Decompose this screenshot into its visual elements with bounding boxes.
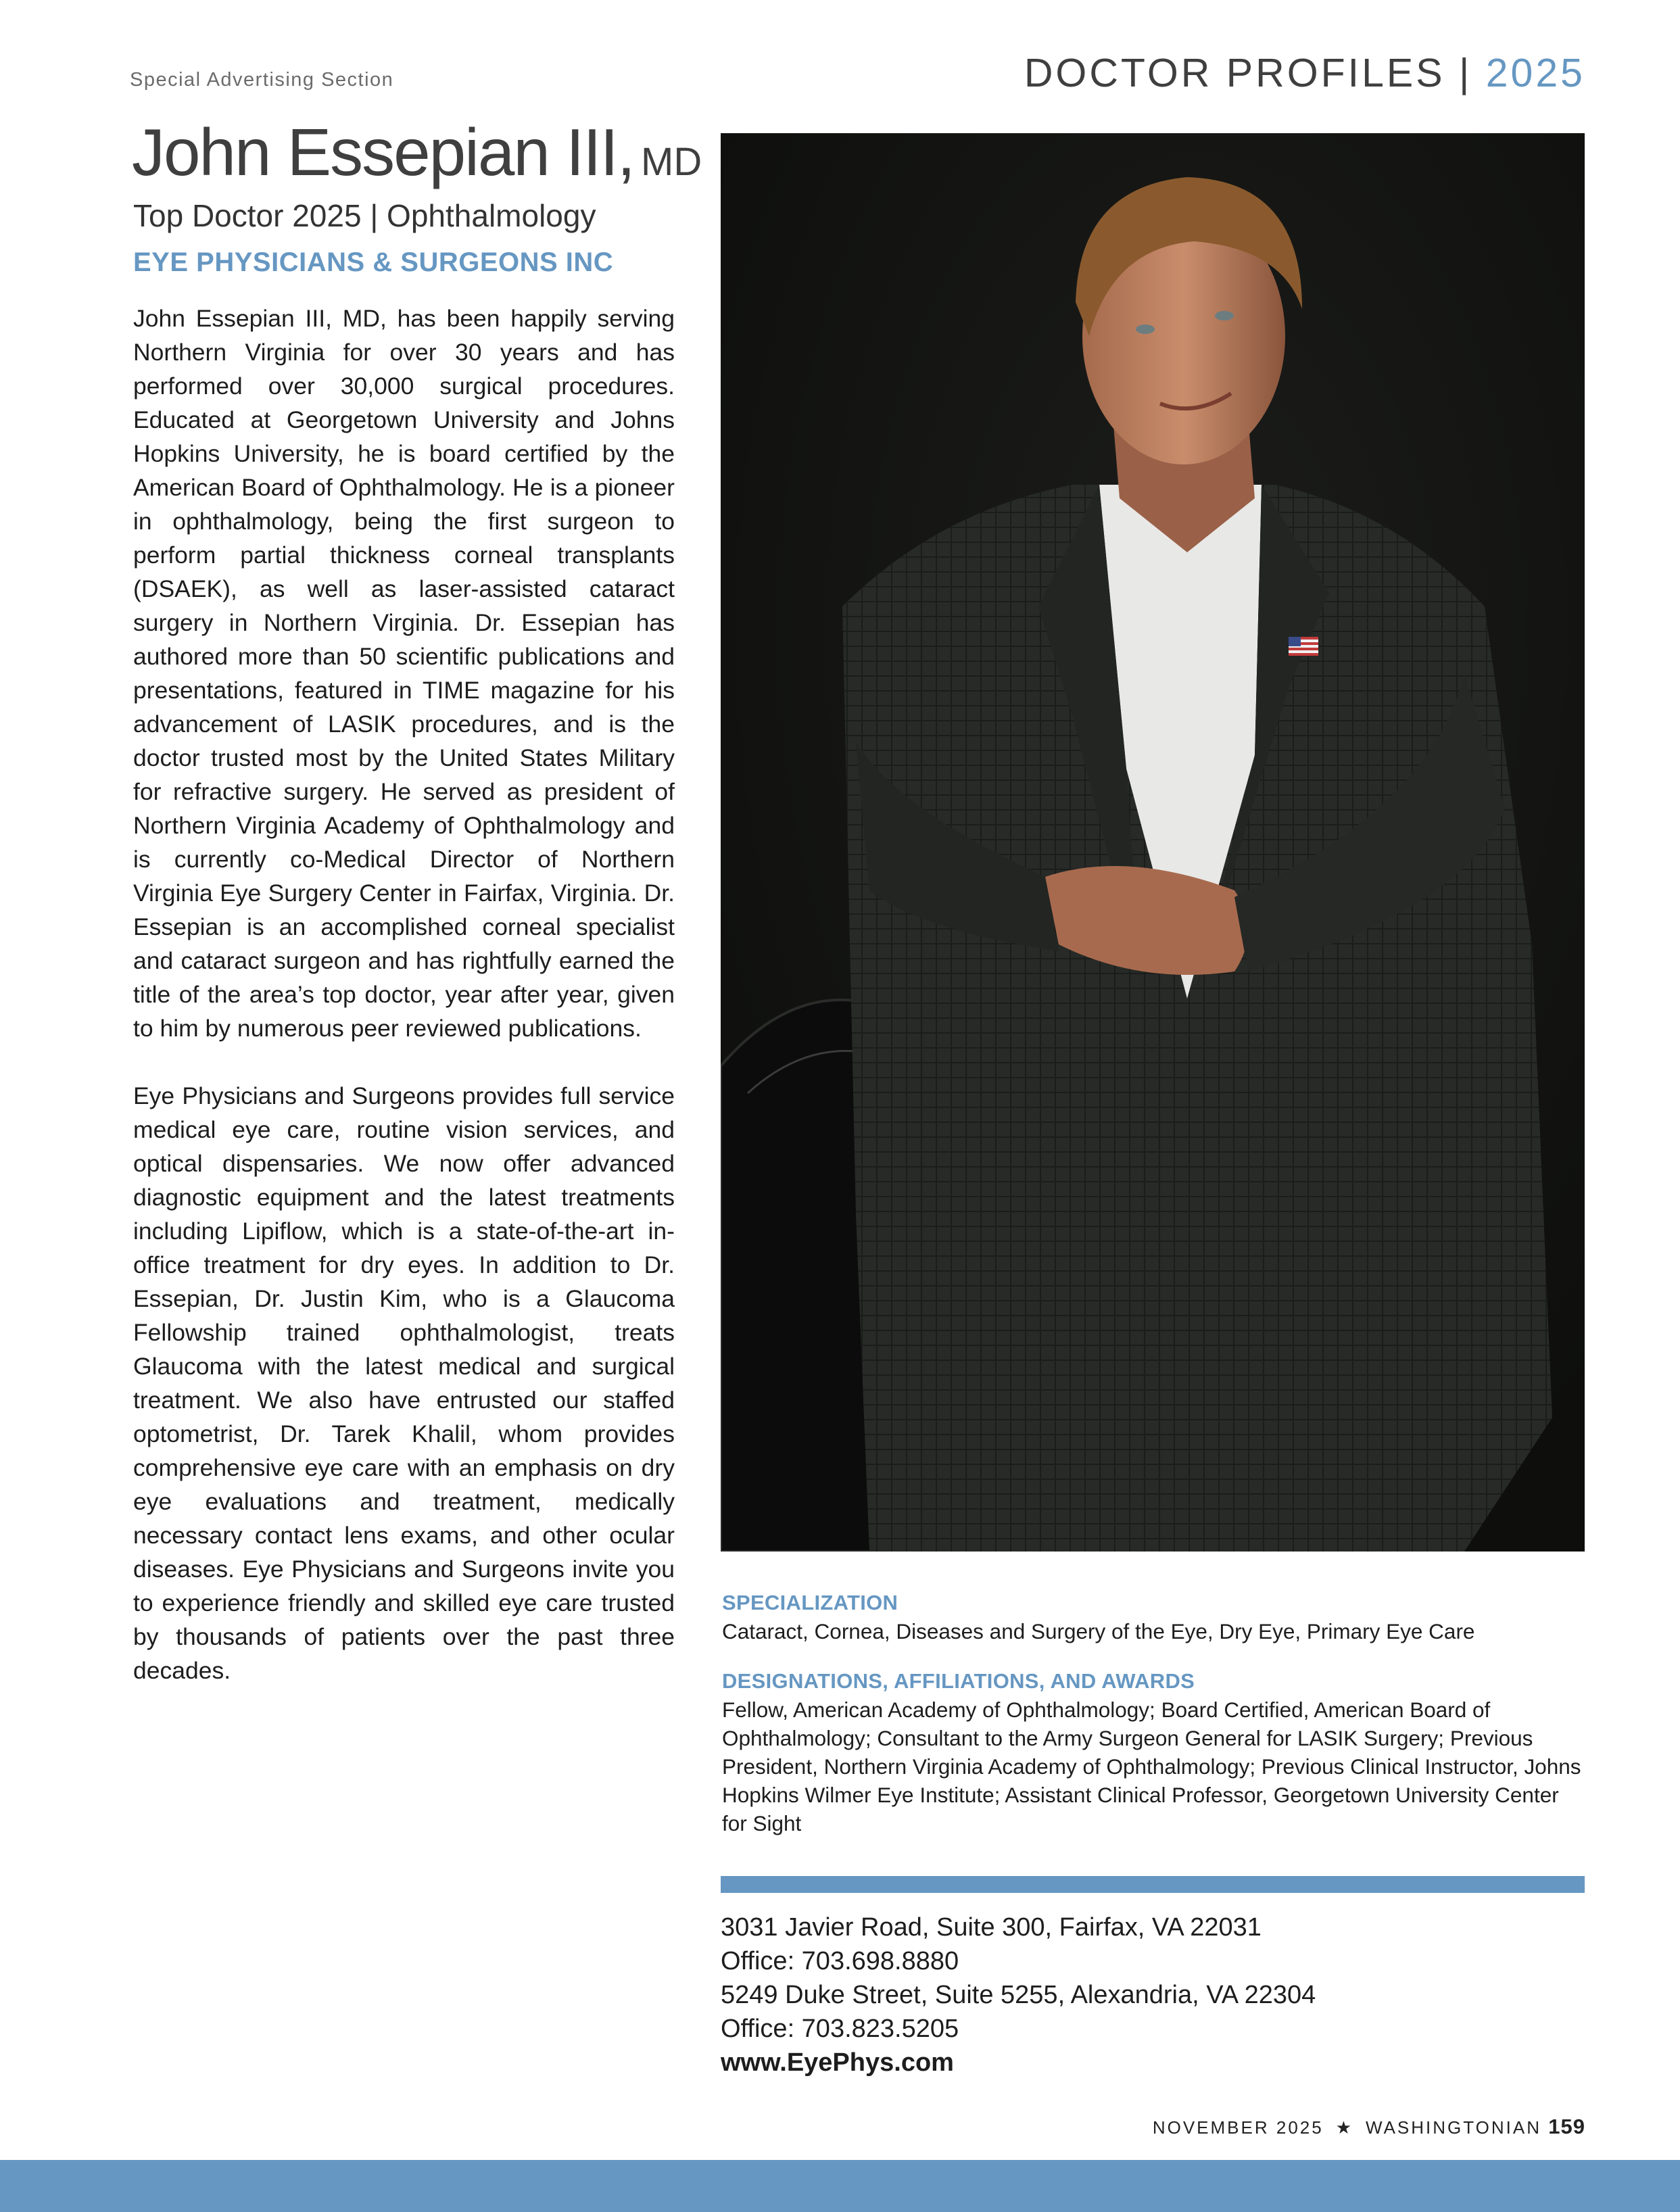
section-title-separator: | [1459,51,1472,95]
doctor-name [132,116,702,189]
specialization-text: Cataract, Cornea, Diseases and Surgery of the Eye, Dry Eye, Primary Eye Care [722,1619,1475,1643]
flag-pin-icon [1289,637,1318,656]
website-link[interactable]: www.EyePhys.com [721,2048,954,2077]
company-name: EYE PHYSICIANS & SURGEONS INC [133,247,614,277]
portrait-illustration [721,133,1585,1552]
specialization-heading: SPECIALIZATION [722,1591,898,1614]
page-number: 159 [1548,2115,1585,2138]
section-title [1024,50,1585,96]
doctor-credential: MD [641,140,702,184]
designations-text: Fellow, American Academy of Ophthalmology; Board Certified, American Board of Ophthalmology; Consultant to the Army Surgeon General for LASIK Surgery; Previous President, Northern Virginia Academy of Ophthalmology; Previous Clinical Instructor, Johns Hopkins Wilmer Eye Institute; Assistant Clinical Professor, Georgetown University Center for Sight [722,1698,1581,1835]
bio-paragraph-2: Eye Physicians and Surgeons provides full service medical eye care, routine vision services, and optical dispensaries. We now offer advanced diagnostic equipment and the latest treatments including Lipiflow, which is a state-of-the-art in-office treatment for dry eyes. In addition to Dr. Essepian, Dr. Justin Kim, who is a Glaucoma Fellowship trained ophthalmologist, treats Glaucoma with the latest medical and surgical treatment. We also have entrusted our staffed optometrist, Dr. Tarek Khalil, whom provides comprehensive eye care with an emphasis on dry eye evaluations and treatment, medically necessary contact lens exams, and other ocular diseases. Eye Physicians and Surgeons invite you to experience friendly and skilled eye care trusted by thousands of patients over the past three decades. [133,1082,675,1684]
footer-publication: WASHINGTONIAN [1366,2117,1542,2138]
contact-block [721,1910,1316,2079]
star-icon: ★ [1335,2117,1354,2138]
phone-fairfax[interactable]: Office: 703.698.8880 [721,1947,959,1975]
doctor-portrait-photo [721,133,1585,1552]
special-advertising-label: Special Advertising Section [130,69,394,91]
address-alexandria: 5249 Duke Street, Suite 5255, Alexandria, VA 22304 [721,1981,1316,2009]
accent-divider-bar [721,1876,1585,1893]
footer-issue-date: NOVEMBER 2025 [1152,2117,1324,2138]
doctor-name-text: John Essepian III, [132,115,635,189]
phone-alexandria[interactable]: Office: 703.823.5205 [721,2015,959,2043]
bio-paragraph-1: John Essepian III, MD, has been happily serving Northern Virginia for over 30 years and has performed over 30,000 surgical procedures. Educated at Georgetown University and Johns Hopkins University, he is board certified by the American Board of Ophthalmology. He is a pioneer in ophthalmology, being the first surgeon to perform partial thickness corneal transplants (DSAEK), as well as laser-assisted cataract surgery in Northern Virginia. Dr. Essepian has authored more than 50 scientific publications and presentations, featured in TIME magazine for his advancement of LASIK procedures, and is the doctor trusted most by the United States Military for refractive surgery. He served as president of Northern Virginia Academy of Ophthalmology and is currently co-Medical Director of Northern Virginia Eye Surgery Center in Fairfax, Virginia. Dr. Essepian is an accomplished corneal specialist and cataract surgeon and has rightfully earned the title of the area’s top doctor, year after year, given to him by numerous peer reviewed publications. [133,305,675,1042]
designations-section [722,1667,1585,1837]
address-fairfax: 3031 Javier Road, Suite 300, Fairfax, VA 22031 [721,1913,1262,1942]
specialization-section [722,1589,1585,1645]
doctor-subtitle: Top Doctor 2025 | Ophthalmology [133,198,596,233]
bottom-accent-band [0,2160,1680,2212]
page-footer [1153,2115,1585,2139]
designations-heading: DESIGNATIONS, AFFILIATIONS, AND AWARDS [722,1669,1195,1693]
section-year: 2025 [1485,51,1585,95]
section-title-text: DOCTOR PROFILES [1024,51,1445,95]
